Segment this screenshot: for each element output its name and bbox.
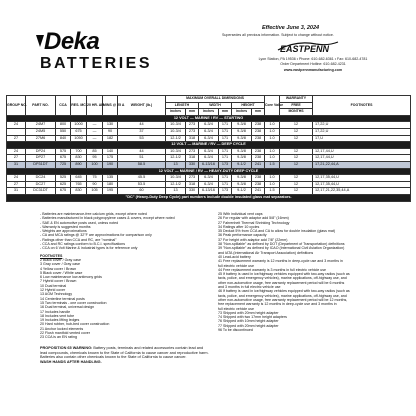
footnote-item: 18 Includes vent tube <box>40 313 75 318</box>
cell-w-in: 6-3/4 <box>199 128 219 135</box>
cell-core: 1.0 <box>265 128 280 135</box>
footnote-item: 7 Hybrid cover / Brown <box>40 279 77 284</box>
cell-rc: 700 <box>71 148 87 155</box>
cell-group: 27 <box>7 155 26 162</box>
prop65-warning <box>40 346 210 364</box>
footnote-item: 36 Peak performance capacity <box>218 233 267 238</box>
section-band-label: 12 VOLT — MARINE / RV — HEAVY-DUTY DEEP CYCLE <box>7 168 411 175</box>
cell-w-mm: 171 <box>219 175 232 182</box>
table-row <box>7 122 411 129</box>
hdr-mm: mm <box>219 109 232 116</box>
footnote-item: 23 CCA is an EN rating <box>40 335 77 340</box>
cell-w-in: 6-3/4 <box>199 155 219 162</box>
cell-group <box>7 128 26 135</box>
footnote-item: 38 "Non-spillable" as defined by DOT (Department of Transportation) definitions <box>218 242 345 247</box>
footnote-item: 4 Yellow cover / Brown <box>40 266 77 271</box>
cell-l-mm: 330 <box>186 188 199 195</box>
footnote-item: 77 Shipped with 20mm height adapter <box>218 323 279 328</box>
hdr-width: WIDTH <box>199 102 232 109</box>
hdr-footnotes: FOOTNOTES <box>313 96 411 116</box>
cell-free: 12 <box>280 128 313 135</box>
cell-weight: 53 <box>118 135 166 142</box>
hdr-in: inches <box>232 109 252 116</box>
footnote-item: 26 For regular with adaptor add 5/8" (16mm) <box>218 216 289 221</box>
cell-mins: 182 <box>103 135 118 142</box>
cell-ah: 95 <box>87 155 103 162</box>
footnote-item: full electric vehicle use <box>218 306 254 311</box>
cell-h-in: 9-3/8 <box>232 175 252 182</box>
cell-ah: 105 <box>87 188 103 195</box>
cell-h-mm: 238 <box>252 175 265 182</box>
footnote-item: taxis, police, and emergency vehicles), marine applications, off-highway use, and <box>218 293 347 298</box>
cell-cca: 725 <box>56 161 71 168</box>
cell-l-in: 12-1/2 <box>166 155 186 162</box>
cell-ah: — <box>87 128 103 135</box>
cell-part: DP31DT <box>26 161 56 168</box>
footnote-item: other non-automotive usage, free warranty replacement period will be 12 months, <box>218 297 348 302</box>
table-row <box>7 128 411 135</box>
cell-w-mm: 173 <box>219 161 232 168</box>
cell-h-mm: 238 <box>252 181 265 188</box>
footnote-item: 39 "Non-spillable" as defined by ICAO (International Civil Aviation Organization) <box>218 246 345 251</box>
cell-w-in: 6-13/16 <box>199 188 219 195</box>
cell-cca: 550 <box>56 128 71 135</box>
cell-weight: 58.5 <box>118 161 166 168</box>
cell-rc: 1000 <box>71 122 87 129</box>
cell-ah: 75 <box>87 175 103 182</box>
cell-rc: 890 <box>71 161 87 168</box>
eastpenn-text: EASTPENN <box>280 44 330 54</box>
cell-core: 1.0 <box>265 181 280 188</box>
cell-part: 24M5 <box>26 128 56 135</box>
footnote-item: 45 If battery is used in ice/highway vehicles equipped with two-way radios (such as <box>218 272 350 277</box>
footnote-item: 74 Shipped with two 17mm height adapters <box>218 315 287 320</box>
cell-ah: 90 <box>87 181 103 188</box>
cell-cca: 800 <box>56 122 71 129</box>
cell-h-in: 9-1/2 <box>232 188 252 195</box>
cell-mins: 190 <box>103 161 118 168</box>
note-item: - Batteries manufactured in black polypropylene cases & covers, except where noted <box>40 216 175 221</box>
note-item: - CA and MCA ratings @ 32°F are approximations for comparison only <box>40 233 152 238</box>
footnote-item: 20 Hard rubber, hub-bed cover construction <box>40 322 110 327</box>
footnote-item: 37 For height with adaptor add 7/8" (22mm) <box>218 237 288 242</box>
cell-free: 12 <box>280 181 313 188</box>
cell-w-in: 6-3/4 <box>199 148 219 155</box>
footnote-item: 25 With individual vent caps <box>218 212 263 216</box>
cell-group: 24 <box>7 122 26 129</box>
eastpenn-logo <box>276 38 340 54</box>
cell-ah: — <box>87 135 103 142</box>
cell-l-mm: 273 <box>186 148 199 155</box>
cell-mins: 195 <box>103 188 118 195</box>
hdr-in: inches <box>199 109 219 116</box>
cell-part: DP27 <box>26 155 56 162</box>
hdr-mm: mm <box>186 109 199 116</box>
hdr-part: PART NO. <box>26 96 56 116</box>
cell-rc: 675 <box>71 128 87 135</box>
footnote-item: 76 Shipped with 10mm height adapter <box>218 319 279 324</box>
footnote-item: 73 Shipped with 20mm height adapter <box>218 310 279 315</box>
hdr-max-dims: MAXIMUM OVERALL DIMENSIONS <box>166 96 265 103</box>
footnote-item: and IATA (International Air Transport Association) definitions <box>218 250 314 255</box>
cell-cca: 840 <box>56 135 71 142</box>
cell-weight: 44 <box>118 122 166 129</box>
footnote-item: 22 Flush manifold vented cover <box>40 331 90 336</box>
footnote-item: taxis, police, and emergency vehicles), marine applications, off-highway use, and <box>218 276 347 281</box>
hdr-height: HEIGHT <box>232 102 265 109</box>
section-band <box>7 168 411 175</box>
cell-h-mm: 238 <box>252 135 265 142</box>
cell-core: 1.5 <box>265 188 280 195</box>
hdr-length: LENGTH <box>166 102 199 109</box>
dc-note: "DC" (Heavy-Duty Deep Cycle) part numbers include double insulated glass mat separators. <box>7 194 411 201</box>
footnote-item: 19 Includes lifting ledges <box>40 318 80 323</box>
cell-l-in: 10-3/4 <box>166 122 186 129</box>
batteries-wordmark: BATTERIES <box>40 55 152 72</box>
cell-part: 24M7 <box>26 122 56 129</box>
cell-part: DP24 <box>26 148 56 155</box>
hdr-free: FREE <box>280 102 313 109</box>
cell-free: 12 <box>280 175 313 182</box>
cell-l-mm: 318 <box>186 181 199 188</box>
footnote-item: 35 Deduct 5% from CCA and CA to allow for double insulation (glass mat) <box>218 229 336 234</box>
cell-mins: 135 <box>103 175 118 182</box>
cell-w-mm: 171 <box>219 135 232 142</box>
cell-mins: 90 <box>103 128 118 135</box>
cell-l-in: 12-1/2 <box>166 181 186 188</box>
cell-group: 24 <box>7 148 26 155</box>
cell-part: 27M6 <box>26 135 56 142</box>
prop65-title: PROPOSITION 65 WARNING: <box>40 346 93 350</box>
footnote-item: 13 AGM Technology <box>40 292 73 297</box>
cell-ah: 85 <box>87 148 103 155</box>
cell-w-in: 6-3/4 <box>199 122 219 129</box>
cell-h-in: 9-3/8 <box>232 181 252 188</box>
cell-h-in: 9-3/8 <box>232 122 252 129</box>
footnote-item: 6 Low maintenance low antimony grids <box>40 275 102 280</box>
cell-h-in: 9-3/8 <box>232 148 252 155</box>
cell-w-mm: 171 <box>219 181 232 188</box>
table-row <box>7 135 411 142</box>
footnote-item: 27 Fahrenheit Thermal Shrinking Technology <box>218 220 290 225</box>
cell-group: 31 <box>7 188 26 195</box>
section-band <box>7 142 411 149</box>
cell-ah: — <box>87 122 103 129</box>
address-line: Lyon Station, PA 19536 • Phone: 610-682-6361 • Fax: 610-682-4781 <box>258 57 368 61</box>
cell-l-in: 13 <box>166 161 186 168</box>
cell-cca: 675 <box>56 155 71 162</box>
footnote-item: free replacement warranty is 12 months in deep-cycle use and 3 months in <box>218 302 337 307</box>
note-item: - Batteries are maintenance-free calcium grids, except where noted <box>40 212 147 216</box>
footnote-item: full electric vehicle use <box>218 263 254 268</box>
cell-h-in: 9-3/8 <box>232 135 252 142</box>
cell-core: 1.5 <box>265 161 280 168</box>
cell-footnotes: 12,17,44,U <box>313 148 411 155</box>
website-link[interactable]: www.eastpennmanufacturing.com <box>283 67 343 72</box>
cell-core: 1.0 <box>265 175 280 182</box>
cell-part: DC27 <box>26 181 56 188</box>
footnotes-title: FOOTNOTES <box>40 253 63 258</box>
section-band <box>7 115 411 122</box>
cell-w-in: 6-3/4 <box>199 135 219 142</box>
cell-weight: 44 <box>118 148 166 155</box>
cell-mins: 130 <box>103 122 118 129</box>
cell-rc: 1050 <box>71 135 87 142</box>
note-item: - CCA and RC ratings conform to B.C.I. specifications <box>40 242 126 247</box>
cell-h-mm: 238 <box>252 122 265 129</box>
footnote-item: 21 Anchor locked elements <box>40 326 84 331</box>
note-item: - CCA on 6 Volt Marine & industrial types is for reference only <box>40 246 138 251</box>
cell-footnotes: 12,17,21,22,35,44,A <box>313 188 411 195</box>
cell-group: 24 <box>7 175 26 182</box>
hdr-core: Core Value <box>265 96 280 116</box>
cell-cca: 525 <box>56 175 71 182</box>
cell-core: 1.0 <box>265 135 280 142</box>
cell-core: 1.0 <box>265 122 280 129</box>
footnote-item: other non-automotive usage, free warranty replacement period will be 6 months <box>218 280 345 285</box>
footnote-item: 34 Ratings after 10 cycles <box>218 224 260 229</box>
cell-w-mm: 171 <box>219 122 232 129</box>
cell-rc: 645 <box>71 175 87 182</box>
footnote-item: 41 Free replacement warranty is 12 months in deep-cycle use and 3 months in <box>218 259 343 264</box>
cell-w-mm: 171 <box>219 155 232 162</box>
cell-mins: 180 <box>103 181 118 188</box>
order-hotline: Order Department Hotline: 610-682-4231 <box>280 62 346 67</box>
note-item: - Weights are approximations <box>40 229 87 234</box>
cell-h-in: 9-3/8 <box>232 155 252 162</box>
cell-footnotes: 12,17,44,U <box>313 155 411 162</box>
footnote-item: 16 Dual terminal, universal design <box>40 305 95 310</box>
cell-cca: 575 <box>56 148 71 155</box>
cell-l-in: 10-3/4 <box>166 128 186 135</box>
cell-cca: 675 <box>56 188 71 195</box>
cell-group: 27 <box>7 135 26 142</box>
hdr-warranty: WARRANTY <box>280 96 313 103</box>
footnote-item: and 3 months in full electric vehicle use <box>218 285 281 290</box>
prop65-text: Battery posts, terminals and related accessories contain lead and lead compounds, chemicals known to the State of California to cause cancer and reproductive harm. Batteries also contain other chemicals known to the State of California to cause cancer. <box>40 346 209 360</box>
footnote-item: 12 Hybrid cover <box>40 288 66 293</box>
deka-logo: Deka <box>44 28 100 55</box>
hdr-rc: RES. MC <box>71 96 87 116</box>
cell-footnotes: 17,22,U <box>313 128 411 135</box>
note-item: - Warranty is suggested months <box>40 224 91 229</box>
cell-w-mm: 171 <box>219 148 232 155</box>
note-item: - Ratings other than CCA and RC, are "nominal" <box>40 237 117 242</box>
cell-footnotes: 12,17,35,44,U <box>313 175 411 182</box>
cell-weight: 51 <box>118 155 166 162</box>
hdr-weight: WEIGHT (lb.) <box>118 96 166 116</box>
footnote-item: 14 Centerline terminal posts <box>40 296 85 301</box>
cell-part: DC24 <box>26 175 56 182</box>
cell-mins: 175 <box>103 155 118 162</box>
cell-group: 31 <box>7 161 26 168</box>
prop65-wash: WASH HANDS AFTER HANDLING. <box>40 359 102 364</box>
cell-footnotes: 17,22,U <box>313 122 411 129</box>
cell-l-mm: 318 <box>186 135 199 142</box>
cell-l-in: 10-3/4 <box>166 175 186 182</box>
cell-free: 12 <box>280 188 313 195</box>
cell-weight: 37 <box>118 128 166 135</box>
cell-h-mm: 238 <box>252 155 265 162</box>
cell-l-mm: 273 <box>186 128 199 135</box>
cell-rc: 765 <box>71 181 87 188</box>
cell-footnotes: 17,U <box>313 135 411 142</box>
cell-weight: 60 <box>118 188 166 195</box>
effective-date: Effective June 3, 2024 <box>262 25 320 31</box>
footnote-item: 46 If battery is used in ice/highway vehicles equipped with two-way radios (such as <box>218 289 350 294</box>
table-row <box>7 181 411 188</box>
hdr-group: GROUP NO. <box>7 96 26 116</box>
general-notes <box>40 212 220 340</box>
cell-free: 12 <box>280 122 313 129</box>
hdr-mm: mm <box>252 109 265 116</box>
cell-free: 12 <box>280 155 313 162</box>
cell-free: 12 <box>280 148 313 155</box>
cell-weight: 53.5 <box>118 181 166 188</box>
hdr-in: inches <box>166 109 186 116</box>
section-band-label: 12 VOLT — MARINE / RV — STARTING <box>7 115 411 122</box>
cell-w-mm: 171 <box>219 128 232 135</box>
cell-h-mm: 238 <box>252 148 265 155</box>
cell-h-mm: 241 <box>252 188 265 195</box>
table-row <box>7 155 411 162</box>
cell-l-mm: 273 <box>186 122 199 129</box>
hdr-cca: CCA <box>56 96 71 116</box>
footnotes-right <box>218 212 414 332</box>
cell-core: 1.0 <box>265 148 280 155</box>
cell-group: 27 <box>7 181 26 188</box>
hdr-mins: MINS @ 25 A <box>103 96 118 116</box>
cell-l-in: 13 <box>166 188 186 195</box>
footnote-item: 15 Two terminals - one cover construction <box>40 300 107 305</box>
table-row <box>7 148 411 155</box>
cell-l-mm: 273 <box>186 175 199 182</box>
cell-free: 12 <box>280 135 313 142</box>
cell-cca: 625 <box>56 181 71 188</box>
hdr-months: MONTHS <box>280 109 313 116</box>
cell-h-mm: 241 <box>252 161 265 168</box>
cell-weight: 45.5 <box>118 175 166 182</box>
cell-footnotes: 12,17,35,44,U <box>313 181 411 188</box>
cell-part: DC31DT <box>26 188 56 195</box>
cell-w-in: 6-13/16 <box>199 161 219 168</box>
footnote-item: 17 Includes handle <box>40 309 71 314</box>
footnote-item: 10 Dual terminal <box>40 283 67 288</box>
contact-block <box>228 57 398 73</box>
battery-spec-table <box>6 95 411 202</box>
footnote-item: 96 To be discontinued <box>218 328 253 333</box>
table-row <box>7 188 411 195</box>
footnote-item: 3 Gray cover / Gray case <box>40 262 80 267</box>
cell-rc: 830 <box>71 155 87 162</box>
cell-rc: 830 <box>71 188 87 195</box>
cell-free: 12 <box>280 161 313 168</box>
section-band-label: 12 VOLT — MARINE / RV — DEEP CYCLE <box>7 142 411 149</box>
cell-core: 1.0 <box>265 155 280 162</box>
table-row <box>7 175 411 182</box>
footnote-item: 5 Black cover / White case <box>40 270 83 275</box>
cell-ah: 100 <box>87 161 103 168</box>
cell-l-in: 12-1/2 <box>166 135 186 142</box>
footnote-item: 40 Lead-acid battery <box>218 254 251 259</box>
cell-footnotes: 17,21,22,44,A <box>313 161 411 168</box>
cell-h-in: 9-3/8 <box>232 128 252 135</box>
cell-h-in: 9-1/2 <box>232 161 252 168</box>
footnote-item: 2 Black cover / Gray case <box>40 257 81 262</box>
cell-w-in: 6-3/4 <box>199 181 219 188</box>
note-item: - SAE & EN automotive posts used, unless noted <box>40 220 119 225</box>
supersede-notice: Supersedes all previous information. Subject to change without notice. <box>222 33 334 37</box>
cell-mins: 140 <box>103 148 118 155</box>
cell-l-mm: 330 <box>186 161 199 168</box>
cell-h-mm: 238 <box>252 128 265 135</box>
hdr-20hr: 20 HR. AH <box>87 96 103 116</box>
cell-w-mm: 173 <box>219 188 232 195</box>
cell-w-in: 6-3/4 <box>199 175 219 182</box>
table-row <box>7 161 411 168</box>
cell-l-mm: 318 <box>186 155 199 162</box>
footnote-item: 44 Free replacement warranty is 3 months in full electric vehicle use <box>218 267 327 272</box>
dc-note-row <box>7 194 411 201</box>
cell-l-in: 10-3/4 <box>166 148 186 155</box>
